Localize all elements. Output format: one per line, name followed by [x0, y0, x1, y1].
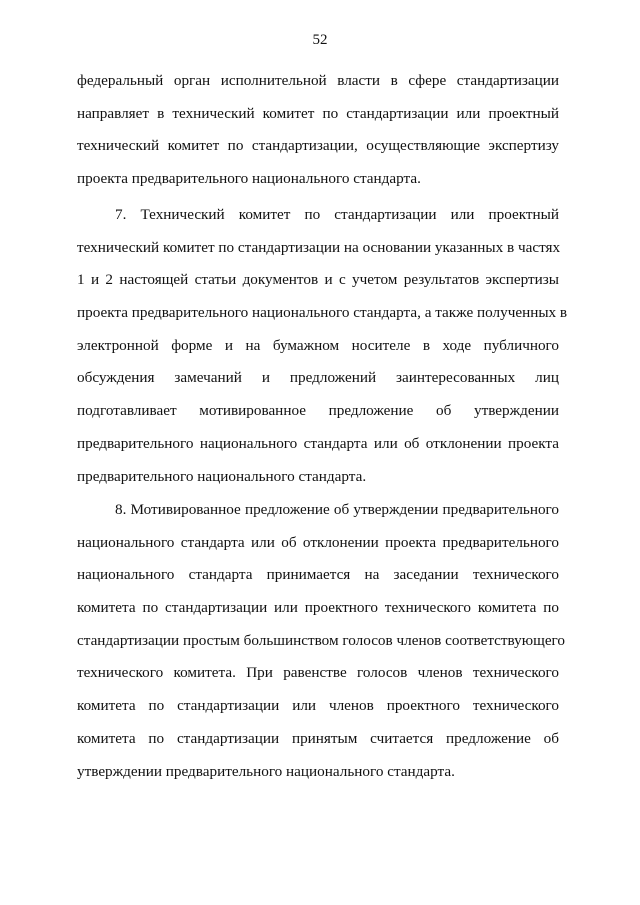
text-line: предварительного национального стандарта.: [77, 467, 367, 485]
text-line: направляет в технический комитет по стандартизации или проектный: [77, 104, 559, 122]
paragraph-item-7: [77, 206, 568, 500]
text-line: 1 и 2 настоящей статьи документов и с учетом результатов экспертизы: [77, 271, 559, 289]
text-line: федеральный орган исполнительной власти в сфере стандартизации: [77, 72, 559, 89]
text-line: обсуждения замечаний и предложений заинтересованных лиц: [77, 369, 559, 387]
paragraph-continuation: [77, 72, 559, 203]
text-line: комитета по стандартизации принятым считается предложение об: [77, 729, 559, 747]
text-line: электронной форме и на бумажном носителе в ходе публичного: [77, 336, 559, 354]
text-line: утверждении предварительного национального стандарта.: [77, 762, 455, 780]
text-line: предварительного национального стандарта или об отклонении проекта: [77, 434, 559, 452]
text-line: комитета по стандартизации или членов проектного технического: [77, 697, 559, 715]
page-number: 52: [312, 32, 328, 48]
text-line: технического комитета. При равенстве голосов членов технического: [77, 664, 559, 682]
text-line: технический комитет по стандартизации, осуществляющие экспертизу: [77, 137, 559, 155]
text-line: национального стандарта или об отклонении проекта предварительного: [77, 533, 559, 551]
text-line: 7. Технический комитет по стандартизации или проектный: [115, 206, 559, 223]
text-line: проекта предварительного национального стандарта.: [77, 170, 421, 188]
text-line: подготавливает мотивированное предложение об утверждении: [77, 402, 559, 420]
text-line: национального стандарта принимается на заседании технического: [77, 566, 559, 584]
text-line: проекта предварительного национального стандарта, а также полученных в: [77, 304, 568, 322]
paragraph-item-8: [77, 501, 566, 795]
text-line: стандартизации простым большинством голосов членов соответствующего: [77, 631, 566, 649]
text-line: комитета по стандартизации или проектного технического комитета по: [77, 599, 559, 617]
text-line: 8. Мотивированное предложение об утверждении предварительного: [115, 501, 559, 518]
text-line: технический комитет по стандартизации на основании указанных в частях: [77, 238, 561, 256]
